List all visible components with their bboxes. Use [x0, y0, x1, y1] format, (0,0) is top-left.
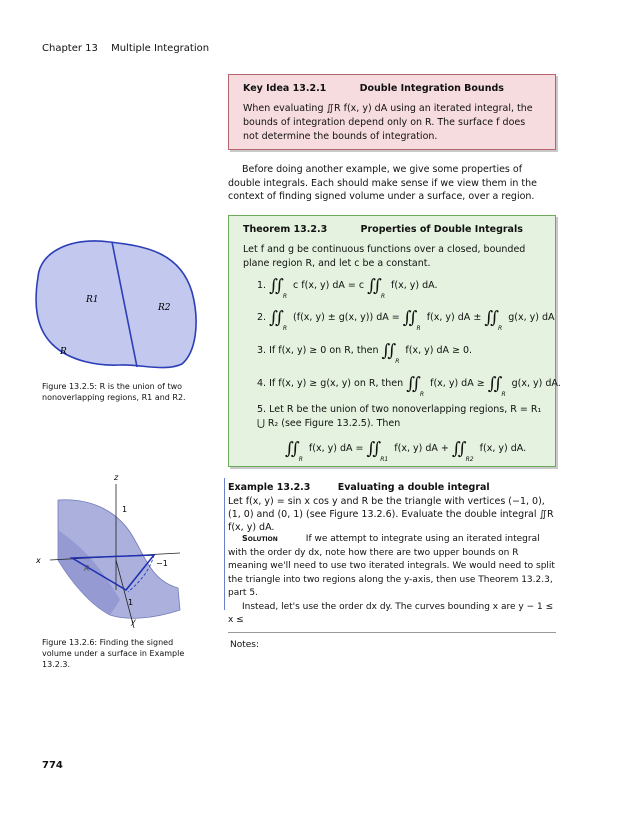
theorem-box	[228, 215, 561, 467]
subscript-R: R	[416, 325, 421, 332]
solution-text-1: If we attempt to integrate using an iterated integral with the order dy dx, note how there are two upper bounds on R meaning we'll need to use two iterated integrals. We would need to split the triangle into two regions along the y-axis, then use Theorem 13.2.3, part 5.	[228, 534, 555, 598]
example-heading	[228, 482, 490, 493]
theorem-heading	[243, 224, 523, 235]
integral-sign: ∫∫	[285, 439, 297, 459]
integral-sign: ∫∫	[402, 308, 415, 328]
property-3-tail: f(x, y) dA ≥ 0.	[405, 345, 473, 356]
solution-paragraph-2: Instead, let's use the order dx dy. The curves bounding x are y − 1 ≤ x ≤	[228, 601, 554, 625]
page-number: 774	[42, 760, 63, 771]
property-5-equation	[285, 439, 526, 463]
property-5-c: f(x, y) dA.	[479, 443, 527, 454]
property-5	[257, 403, 543, 430]
running-header	[42, 43, 219, 54]
property-2-mid: f(x, y) dA ±	[426, 312, 482, 323]
label-R2: R2	[158, 303, 171, 313]
property-2	[257, 308, 555, 332]
subscript-R: R	[501, 391, 506, 398]
subscript-R: R	[282, 293, 287, 300]
example-rule	[224, 478, 225, 610]
integral-sign: ∫∫	[269, 308, 281, 328]
property-4	[257, 374, 561, 398]
figure-regions	[30, 232, 210, 377]
label-R: R	[60, 347, 67, 357]
property-4-mid: f(x, y) dA ≥	[430, 378, 485, 389]
subscript-R: R	[282, 325, 287, 332]
notes-label: Notes:	[230, 640, 260, 650]
subscript-R: R	[498, 325, 503, 332]
integral-sign: ∫∫	[406, 374, 418, 394]
axis-z-label: z	[114, 473, 119, 482]
subscript-R: R	[298, 456, 303, 463]
integral-sign: ∫∫	[367, 276, 379, 296]
solution-paragraph-1	[228, 532, 556, 601]
property-1-tail: f(x, y) dA.	[391, 280, 438, 291]
property-2-expr: (f(x, y) ± g(x, y)) dA =	[293, 312, 400, 323]
figure-surface	[30, 470, 210, 630]
tick-y-1: 1	[128, 598, 134, 607]
property-5-number: 5.	[257, 404, 267, 415]
solution-label: Solution	[242, 534, 278, 543]
key-idea-box	[228, 74, 556, 150]
key-idea-heading	[243, 83, 504, 94]
key-idea-title: Double Integration Bounds	[359, 83, 504, 94]
property-3	[257, 341, 472, 365]
chapter-title: Multiple Integration	[111, 43, 210, 54]
notes-divider	[228, 632, 556, 633]
axis-y-label: y	[131, 617, 136, 626]
subscript-R: R	[395, 358, 400, 365]
label-R1: R1	[86, 295, 99, 305]
subscript-R2: R2	[465, 456, 474, 463]
subscript-R: R	[380, 293, 386, 300]
property-4-tail: g(x, y) dA.	[511, 378, 561, 389]
paragraph-text: Before doing another example, we give some properties of double integrals. Each should make sense if we view them in the context of finding signed volume under a surface, over a region.	[228, 164, 537, 202]
property-5-b: f(x, y) dA +	[394, 443, 449, 454]
integral-sign: ∫∫	[269, 276, 281, 296]
tick-x-neg1: −1	[156, 559, 168, 568]
property-4-text: 4. If f(x, y) ≥ g(x, y) on R, then	[257, 378, 404, 389]
key-idea-label: Key Idea 13.2.1	[243, 83, 327, 94]
subscript-R: R	[419, 391, 425, 398]
axis-x-label: x	[36, 556, 41, 565]
example-text: Let f(x, y) = sin x cos y and R be the triangle with vertices (−1, 0), (1, 0) and (0, 1) (see Figure 13.2.6). Evaluate the double integral ∬R f(x, y) dA.	[228, 496, 554, 533]
integral-sign: ∫∫	[451, 439, 464, 459]
figure1-caption: Figure 13.2.5: R is the union of two nonoverlapping regions, R1 and R2.	[42, 382, 186, 402]
example-title: Evaluating a double integral	[337, 482, 490, 493]
body-paragraph	[228, 163, 556, 204]
tick-z-1: 1	[122, 505, 128, 514]
region-R-label: R	[84, 564, 90, 573]
property-2-number: 2.	[257, 312, 267, 323]
integral-sign: ∫∫	[381, 341, 394, 361]
theorem-label: Theorem 13.2.3	[243, 224, 328, 235]
property-3-text: 3. If f(x, y) ≥ 0 on R, then	[257, 345, 379, 356]
solution-block	[228, 532, 556, 628]
chapter-number: Chapter 13	[42, 43, 98, 54]
property-5-a: f(x, y) dA =	[308, 443, 364, 454]
figure2-caption: Figure 13.2.6: Finding the signed volume under a surface in Example 13.2.3.	[42, 638, 185, 669]
property-1	[257, 276, 438, 300]
theorem-intro: Let f and g be continuous functions over a closed, bounded plane region R, and let c be a constant.	[243, 244, 526, 269]
property-2-tail: g(x, y) dA	[508, 312, 555, 323]
property-1-number: 1.	[257, 280, 267, 291]
integral-sign: ∫∫	[484, 308, 497, 328]
integral-sign: ∫∫	[366, 439, 379, 459]
property-5-text: Let R be the union of two nonoverlapping regions, R = R₁ ⋃ R₂ (see Figure 13.2.5). Then	[257, 404, 542, 429]
key-idea-body: When evaluating ∬R f(x, y) dA using an iterated integral, the bounds of integration depend only on R. The surface f does not determine the bounds of integration.	[243, 103, 533, 142]
property-1-expr: c f(x, y) dA = c	[293, 280, 365, 291]
integral-sign: ∫∫	[487, 374, 500, 394]
subscript-R1: R1	[380, 456, 389, 463]
theorem-title: Properties of Double Integrals	[360, 224, 523, 235]
example-label: Example 13.2.3	[228, 482, 311, 493]
